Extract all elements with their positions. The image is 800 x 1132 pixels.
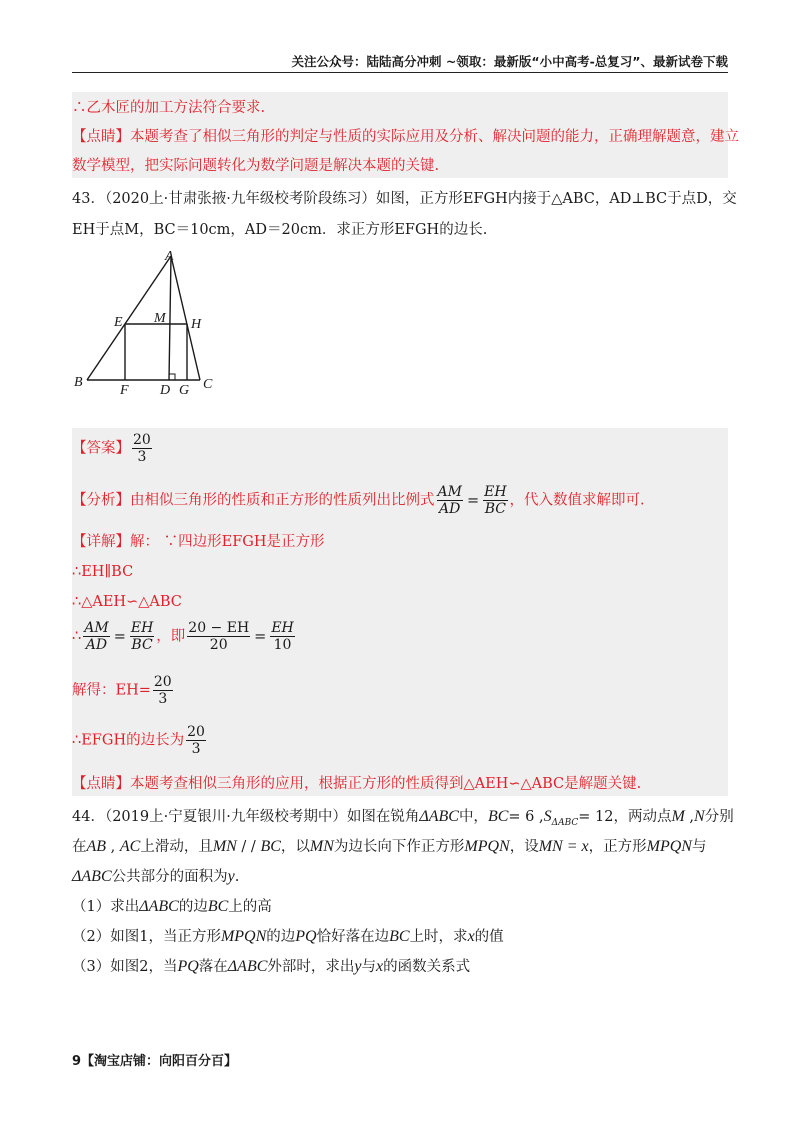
- frac-num: 20 − EH: [188, 620, 250, 636]
- label-g: G: [179, 383, 190, 398]
- frac-num: 20: [153, 674, 172, 690]
- math-m: M: [671, 808, 685, 825]
- label-a: A: [165, 249, 174, 264]
- math-mn-eq-x: MN = x: [538, 838, 589, 855]
- comment-text: 本题考查相似三角形的应用，根据正方形的性质得到△AEH∽△ABC是解题关键.: [130, 776, 642, 792]
- frac-num: EH: [130, 620, 154, 636]
- q42-conclusion: ∴乙木匠的加工方法符合要求.: [72, 100, 266, 116]
- text: = 12，两动点: [578, 809, 672, 825]
- detail-intro: 解： ∵四边形EFGH是正方形: [130, 534, 325, 550]
- q44-line1: [72, 807, 734, 833]
- step5-prefix: ∴EFGH的边长为: [72, 732, 185, 749]
- page-number: 9: [72, 1054, 82, 1069]
- altitude-ad: [169, 256, 171, 380]
- math-sub: ΔABC: [551, 818, 579, 828]
- frac-num: AM: [84, 620, 109, 636]
- label-f: F: [120, 383, 129, 398]
- step3-fraction-eh-10: [270, 620, 294, 653]
- math-x: x: [376, 958, 384, 975]
- text: = 6 ,: [508, 809, 544, 825]
- q44-part3: [72, 957, 470, 977]
- text: ，设: [509, 839, 539, 855]
- shop-name: 【淘宝店铺：向阳百分百】: [81, 1054, 238, 1069]
- frac-num: EH: [484, 484, 507, 500]
- q44-line2: [72, 837, 706, 857]
- analysis-fraction-am-ad: [437, 484, 463, 517]
- text: 的函数关系式: [383, 959, 471, 975]
- math-x: x: [467, 928, 475, 945]
- text: ，正方形: [588, 839, 647, 855]
- q43-step5: [72, 724, 208, 757]
- q43-answer: [72, 432, 154, 465]
- label-m: M: [154, 311, 166, 326]
- text: 的边: [178, 899, 208, 915]
- analysis-text-after: ，代入数值求解即可.: [509, 492, 645, 509]
- label-b: B: [74, 375, 83, 390]
- q43-text-line1: 43．（2020上·甘肃张掖·九年级校考阶段练习）如图，正方形EFGH内接于△ABC，AD⊥BC于点D，交: [72, 191, 737, 207]
- frac-den: BC: [131, 637, 153, 653]
- analysis-fraction-eh-bc: [483, 484, 507, 517]
- comment-tag: 【点睛】: [72, 776, 130, 792]
- frac-den: 3: [191, 741, 201, 757]
- math-pq: PQ: [177, 958, 199, 975]
- math-mn: MN: [309, 838, 334, 855]
- text: 公共部分的面积为: [111, 869, 228, 885]
- step3-mid: ，即: [156, 628, 186, 645]
- text: 上滑动，且: [140, 839, 213, 855]
- equals-sign: =: [113, 628, 126, 645]
- frac-den: AD: [439, 501, 461, 517]
- frac-num: AM: [437, 484, 462, 500]
- math-tri: ΔABC: [419, 808, 459, 825]
- text: ，以: [280, 839, 310, 855]
- text: 外部时，求出: [267, 959, 355, 975]
- text: 分别: [704, 809, 734, 825]
- text: 上的高: [228, 899, 272, 915]
- q43-comment: [72, 774, 641, 794]
- answer-fraction: [132, 432, 152, 465]
- math-tri: ΔABC: [72, 868, 112, 885]
- frac-den: 20: [209, 637, 228, 653]
- equals-sign: =: [466, 492, 480, 509]
- math-tri: ΔABC: [139, 898, 179, 915]
- math-y: y: [227, 868, 235, 885]
- q43-step3: [72, 620, 297, 653]
- math-bc: BC: [260, 838, 281, 855]
- q42-comment-line1: [72, 127, 739, 147]
- equals-sign: =: [254, 628, 267, 645]
- label-c: C: [203, 377, 213, 392]
- math-bc: BC: [487, 808, 509, 825]
- text: / /: [236, 839, 261, 855]
- q43-step2: ∴△AEH∽△ABC: [72, 594, 182, 610]
- text: 44．（2019上·宁夏银川·九年级校考期中）如图在锐角: [72, 809, 420, 825]
- comment-text: 本题考查了相似三角形的判定与性质的实际应用及分析、解决问题的能力，正确理解题意，建立: [130, 129, 739, 145]
- frac-den: BC: [484, 501, 506, 517]
- label-h: H: [191, 317, 202, 332]
- q44-part1: [72, 897, 272, 917]
- text: 上时，求: [409, 929, 468, 945]
- label-e: E: [114, 315, 123, 330]
- q42-comment-line2: 数学模型，把实际问题转化为数学问题是解决本题的关键.: [72, 158, 440, 174]
- text: 在: [72, 839, 87, 855]
- step3-fraction-eh-bc: [130, 620, 154, 653]
- analysis-text-before: 由相似三角形的性质和正方形的性质列出比例式: [130, 492, 435, 509]
- math-ab: AB: [86, 838, 107, 855]
- frac-den: 10: [273, 637, 292, 653]
- step3-fraction-20-minus-eh: [187, 620, 250, 653]
- q43-detail-intro: [72, 532, 324, 552]
- text: 与: [691, 839, 707, 855]
- frac-num: 20: [187, 724, 205, 740]
- text: 落在: [198, 959, 228, 975]
- comment-tag: 【点睛】: [72, 129, 130, 145]
- page-footer: [72, 1050, 237, 1069]
- q44-part2: [72, 927, 504, 947]
- header-divider: [72, 72, 728, 73]
- text: 为边长向下作正方形: [333, 839, 465, 855]
- q43-figure: [70, 246, 230, 402]
- text: 中，: [458, 809, 488, 825]
- math-tri: ΔABC: [227, 958, 268, 975]
- math-mpqn: MPQN: [220, 928, 267, 945]
- text: ,: [106, 839, 120, 855]
- step3-fraction-am-ad: [83, 620, 109, 653]
- math-mn: MN: [212, 838, 237, 855]
- text: （1）求出: [72, 899, 140, 915]
- math-bc: BC: [389, 928, 410, 945]
- step3-prefix: ∴: [72, 628, 82, 645]
- text: 与: [361, 959, 376, 975]
- detail-tag: 【详解】: [72, 534, 130, 550]
- math-s: S: [543, 808, 552, 825]
- frac-num: EH: [271, 620, 294, 636]
- math-ac: AC: [119, 838, 141, 855]
- text: .: [234, 869, 240, 885]
- q43-step1: ∴EH∥BC: [72, 564, 134, 580]
- answer-den: 3: [137, 449, 147, 465]
- math-mpqn: MPQN: [464, 838, 510, 855]
- math-n: N: [694, 808, 705, 825]
- q43-text-line2: EH于点M，BC＝10cm，AD＝20cm．求正方形EFGH的边长.: [72, 222, 488, 238]
- q43-step4: [72, 674, 175, 707]
- frac-den: 3: [158, 691, 168, 707]
- step5-fraction: [186, 724, 206, 757]
- text: （2）如图1，当正方形: [72, 929, 221, 945]
- q44-line3: [72, 867, 239, 887]
- math-bc: BC: [207, 898, 229, 915]
- text: ,: [684, 809, 695, 825]
- page-header: 关注公众号：陆陆高分冲刺 ~领取：最新版“小中高考-总复习”、最新试卷下载: [291, 54, 728, 69]
- label-d: D: [160, 383, 171, 398]
- math-y: y: [354, 958, 362, 975]
- text: 恰好落在边: [316, 929, 390, 945]
- text: 的值: [474, 929, 504, 945]
- frac-den: AD: [85, 637, 108, 653]
- answer-tag: 【答案】: [72, 440, 130, 457]
- step4-prefix: 解得：EH=: [72, 682, 151, 699]
- q43-analysis: [72, 484, 645, 517]
- text: 的边: [266, 929, 296, 945]
- step4-fraction: [153, 674, 173, 707]
- analysis-tag: 【分析】: [72, 492, 130, 509]
- math-pq: PQ: [295, 928, 317, 945]
- text: （3）如图2，当: [72, 959, 178, 975]
- right-angle-mark: [169, 374, 175, 380]
- math-mpqn: MPQN: [646, 838, 692, 855]
- answer-num: 20: [133, 432, 151, 448]
